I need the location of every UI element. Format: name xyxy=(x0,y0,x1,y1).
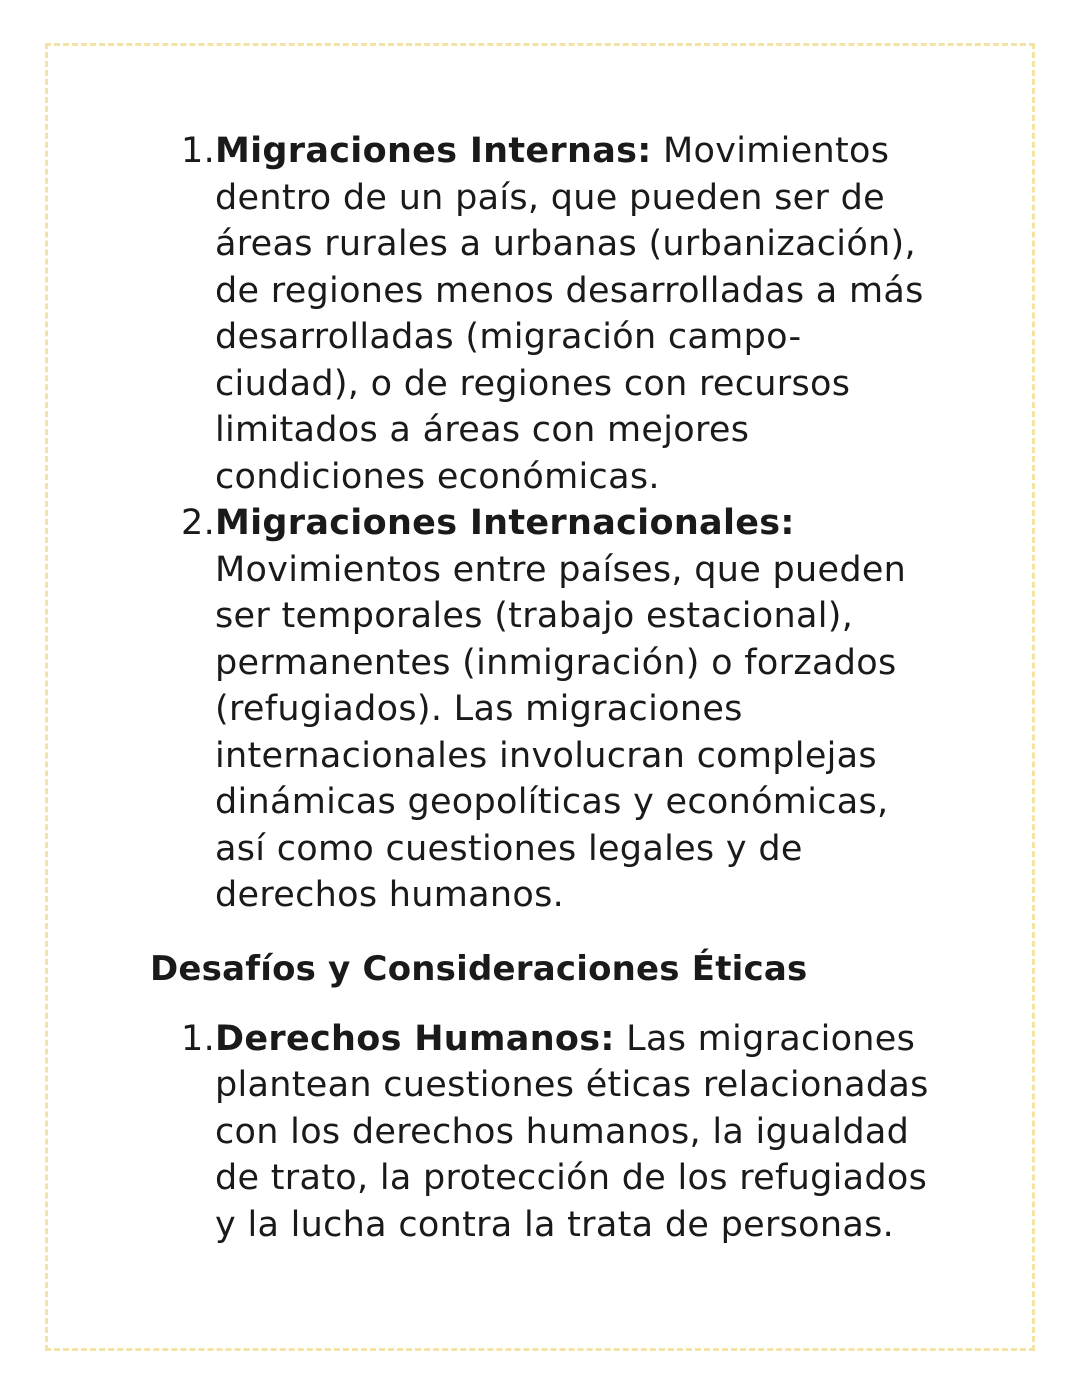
list-term: Migraciones Internas: xyxy=(215,131,652,171)
list-item-migraciones-internacionales xyxy=(150,500,940,919)
list-term: Migraciones Internacionales: xyxy=(215,503,795,543)
document-body xyxy=(150,128,940,1248)
list-item-migraciones-internas xyxy=(150,128,940,500)
list-number: 1. xyxy=(181,1018,215,1059)
list-text: Movimientos dentro de un país, que pueden ser de áreas rurales a urbanas (urbanización), de regiones menos desarrolladas a más desarrolladas (migración campo-ciudad), o de regiones con recursos limitados a áreas con mejores condiciones económicas. xyxy=(215,131,924,497)
section-heading: Desafíos y Consideraciones Éticas xyxy=(150,948,808,989)
list-number: 2. xyxy=(181,503,215,543)
list-text: Las migraciones plantean cuestiones éticas relacionadas con los derechos humanos, la igualdad de trato, la protección de los refugiados y la lucha contra la trata de personas. xyxy=(215,1018,929,1245)
list-item-derechos-humanos xyxy=(150,1016,940,1249)
list-number: 1. xyxy=(181,131,215,171)
list-term: Derechos Humanos: xyxy=(215,1018,615,1059)
list-text: Movimientos entre países, que pueden ser temporales (trabajo estacional), permanentes (inmigración) o forzados (refugiados). Las migraciones internacionales involucran complejas dinámicas geopolíticas y económicas, así como cuestiones legales y de derechos humanos. xyxy=(215,549,907,915)
